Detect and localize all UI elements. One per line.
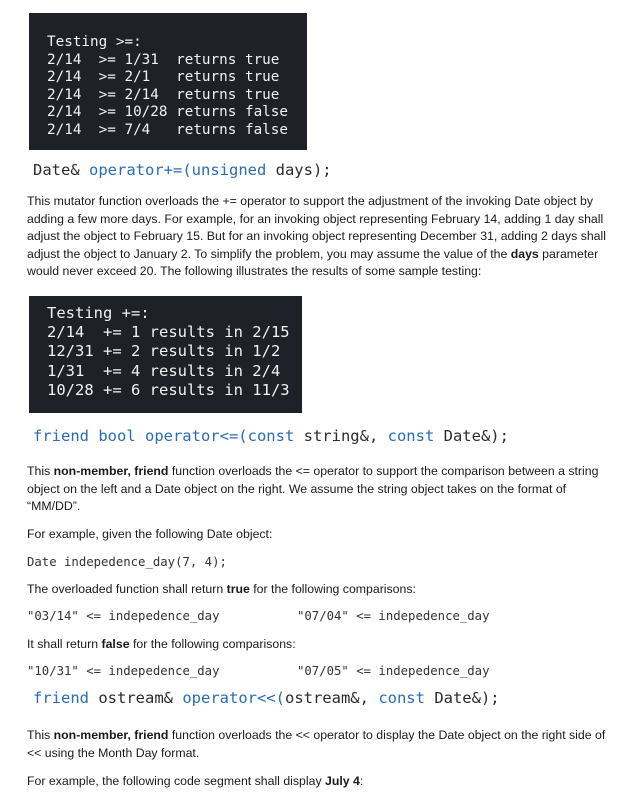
sig-text: ostream&, bbox=[284, 689, 379, 707]
para-text: parameter would never exceed 20. The following illustrates the results of some sample testing: bbox=[27, 246, 599, 279]
para-text: For example, the following code segment shall display bbox=[27, 774, 326, 788]
para-text: This bbox=[27, 464, 54, 478]
terminal-line: 2/14 >= 2/14 returns true bbox=[47, 86, 280, 103]
paragraph-less-equal bbox=[27, 463, 612, 516]
terminal-output-plus bbox=[29, 296, 302, 413]
sig-type: Date& bbox=[33, 161, 89, 179]
para-text: : bbox=[359, 774, 364, 788]
terminal-line: 10/28 += 6 results in 11/3 bbox=[47, 380, 290, 399]
para-text: It shall return bbox=[27, 637, 102, 651]
paragraph-plus-equals bbox=[27, 193, 612, 281]
para-text: The overloaded function shall return bbox=[27, 582, 227, 596]
sig-keyword: unsigned bbox=[191, 161, 267, 179]
signature-less-equal bbox=[33, 427, 509, 445]
comparison-true-1: "03/14" <= indepedence_day bbox=[27, 609, 220, 623]
para-text: for the following comparisons: bbox=[249, 582, 416, 596]
terminal-title: Testing +=: bbox=[47, 304, 150, 322]
para-bold: days bbox=[510, 246, 539, 261]
paragraph-stream-insert bbox=[27, 727, 612, 762]
para-bold: false bbox=[101, 637, 130, 651]
para-text: for the following comparisons: bbox=[129, 637, 296, 651]
para-bold: non-member, friend bbox=[53, 464, 169, 478]
terminal-title: Testing >=: bbox=[47, 34, 142, 50]
terminal-line: 2/14 >= 1/31 returns true bbox=[47, 51, 280, 68]
sig-rest: days); bbox=[266, 161, 332, 179]
terminal-line: 2/14 >= 7/4 returns false bbox=[47, 121, 289, 138]
sig-keyword: const bbox=[387, 427, 435, 445]
paragraph-false bbox=[27, 636, 612, 654]
code-date-object: Date indepedence_day(7, 4); bbox=[27, 555, 227, 569]
sig-keyword: friend bool operator<=(const bbox=[33, 427, 295, 445]
terminal-line: 2/14 += 1 results in 2/15 bbox=[47, 323, 290, 342]
sig-keyword: friend bbox=[33, 689, 89, 707]
sig-keyword: const bbox=[378, 689, 425, 707]
paragraph-display-example bbox=[27, 773, 612, 791]
comparison-false-2: "07/05" <= indepedence_day bbox=[297, 664, 490, 678]
sig-text: ostream& bbox=[89, 689, 183, 707]
terminal-line: 12/31 += 2 results in 1/2 bbox=[47, 342, 281, 361]
signature-plus-equals bbox=[33, 161, 332, 179]
para-text: function overloads the <= operator to support the comparison between a string object on the left and a Date object on the right. We assume the string object takes on the format of “MM/DD”. bbox=[27, 464, 599, 514]
sig-text: Date&); bbox=[424, 689, 500, 707]
para-text: This bbox=[27, 728, 54, 742]
para-bold: true bbox=[226, 582, 250, 596]
paragraph-true bbox=[27, 581, 612, 599]
terminal-line: 2/14 >= 2/1 returns true bbox=[47, 69, 280, 86]
terminal-line: 2/14 >= 10/28 returns false bbox=[47, 104, 289, 121]
terminal-line: 1/31 += 4 results in 2/4 bbox=[47, 361, 281, 380]
signature-stream-insert bbox=[33, 689, 500, 707]
terminal-output-ge bbox=[29, 13, 307, 150]
comparison-false-1: "10/31" <= indepedence_day bbox=[27, 664, 220, 678]
sig-keyword: operator<<( bbox=[182, 689, 285, 707]
para-text: function overloads the << operator to display the Date object on the right side of << using the Month Day format. bbox=[27, 728, 606, 760]
para-bold: non-member, friend bbox=[53, 728, 169, 742]
comparison-true-2: "07/04" <= indepedence_day bbox=[297, 609, 490, 623]
sig-text: Date&); bbox=[434, 427, 509, 445]
paragraph-example: For example, given the following Date object: bbox=[27, 527, 273, 541]
para-bold: July 4 bbox=[325, 774, 360, 788]
para-text: This mutator function overloads the += operator to support the adjustment of the invoking Date object by adding a few more days. For example, for an invoking object representing February 14, adding 1 day shall adjust the object to February 15. But for an invoking object representing December 31, adding 2 days shall adjust the object to January 2. To simplify the problem, you may assume the value of the bbox=[27, 194, 606, 261]
sig-name: operator+=( bbox=[89, 161, 192, 179]
sig-text: string&, bbox=[294, 427, 388, 445]
